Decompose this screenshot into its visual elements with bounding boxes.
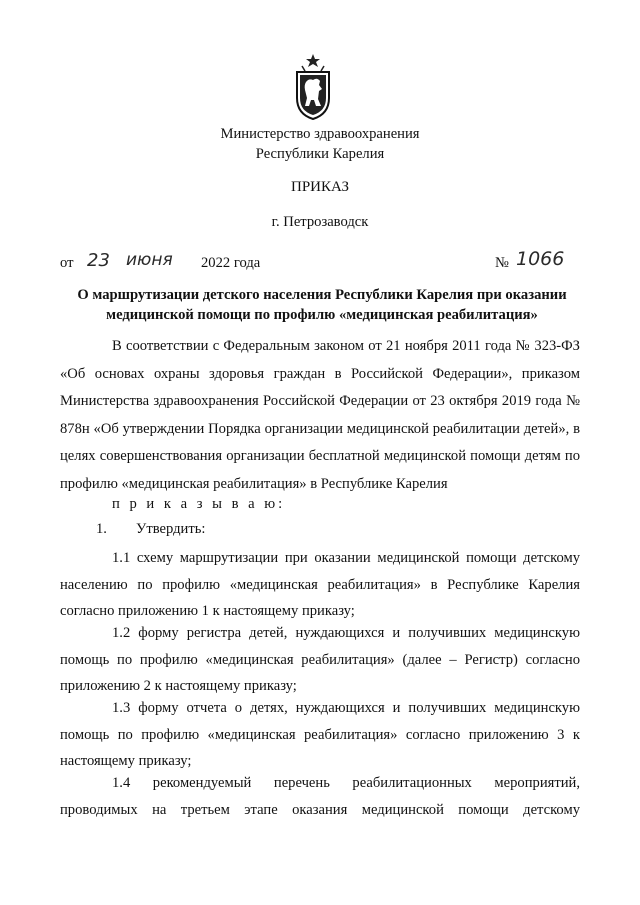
intro-paragraph (60, 333, 580, 499)
title-line1: О маршрутизации детского населения Республики Карелия при оказании (77, 287, 567, 303)
document-title (60, 285, 584, 325)
date-year: 2022 года (201, 255, 261, 271)
intro-text: В соответствии с Федеральным законом от 21 ноября 2011 года № 323-ФЗ «Об основах охраны здоровья граждан в Российской Федерации», приказом Министерства здравоохранения Российской Федерации от 23 октября 2019 года № 878н «Об утверждении Порядка организации медицинской реабилитации детей», в целях совершенствования организации бесплатной медицинской помощи детям по профилю «медицинская реабилитация» в Республике Карелия (60, 338, 580, 492)
item1-text: Утвердить: (136, 521, 206, 537)
ministry-name-line2: Республики Карелия (255, 146, 385, 162)
ministry-name-line1: Министерство здравоохранения (220, 126, 420, 142)
item-1-3-text: 1.3 форму отчета о детях, нуждающихся и получивших медицинскую помощь по профилю «медицинская реабилитация» согласно приложению 3 к настоящему приказу; (60, 700, 580, 770)
item1-number: 1. (96, 521, 107, 537)
handwritten-month: июня (126, 250, 173, 270)
order-word: п р и к а з ы в а ю: (112, 496, 286, 512)
item-1-3 (60, 695, 580, 775)
karelia-coat-of-arms-icon (294, 54, 332, 120)
date-prefix: от (60, 255, 74, 271)
handwritten-order-number: 1066 (516, 248, 565, 270)
city: г. Петрозаводск (271, 214, 369, 230)
item-1-4 (60, 770, 580, 823)
item-1-2 (60, 620, 580, 700)
document-type: ПРИКАЗ (291, 179, 349, 195)
handwritten-day: 23 (87, 250, 110, 271)
item-1-1 (60, 545, 580, 625)
item-1-2-text: 1.2 форму регистра детей, нуждающихся и получивших медицинскую помощь по профилю «медицинская реабилитация» (далее – Регистр) согласно приложению 2 к настоящему приказу; (60, 625, 580, 695)
item-1-4-text: 1.4 рекомендуемый перечень реабилитационных мероприятий, проводимых на третьем этапе оказания медицинской помощи детскому (60, 775, 580, 818)
item-1-1-text: 1.1 схему маршрутизации при оказании медицинской помощи детскому населению по профилю «медицинская реабилитация» в Республике Карелия согласно приложению 1 к настоящему приказу; (60, 550, 580, 620)
title-line2: медицинской помощи по профилю «медицинская реабилитация» (106, 307, 538, 323)
number-prefix: № (495, 255, 509, 271)
